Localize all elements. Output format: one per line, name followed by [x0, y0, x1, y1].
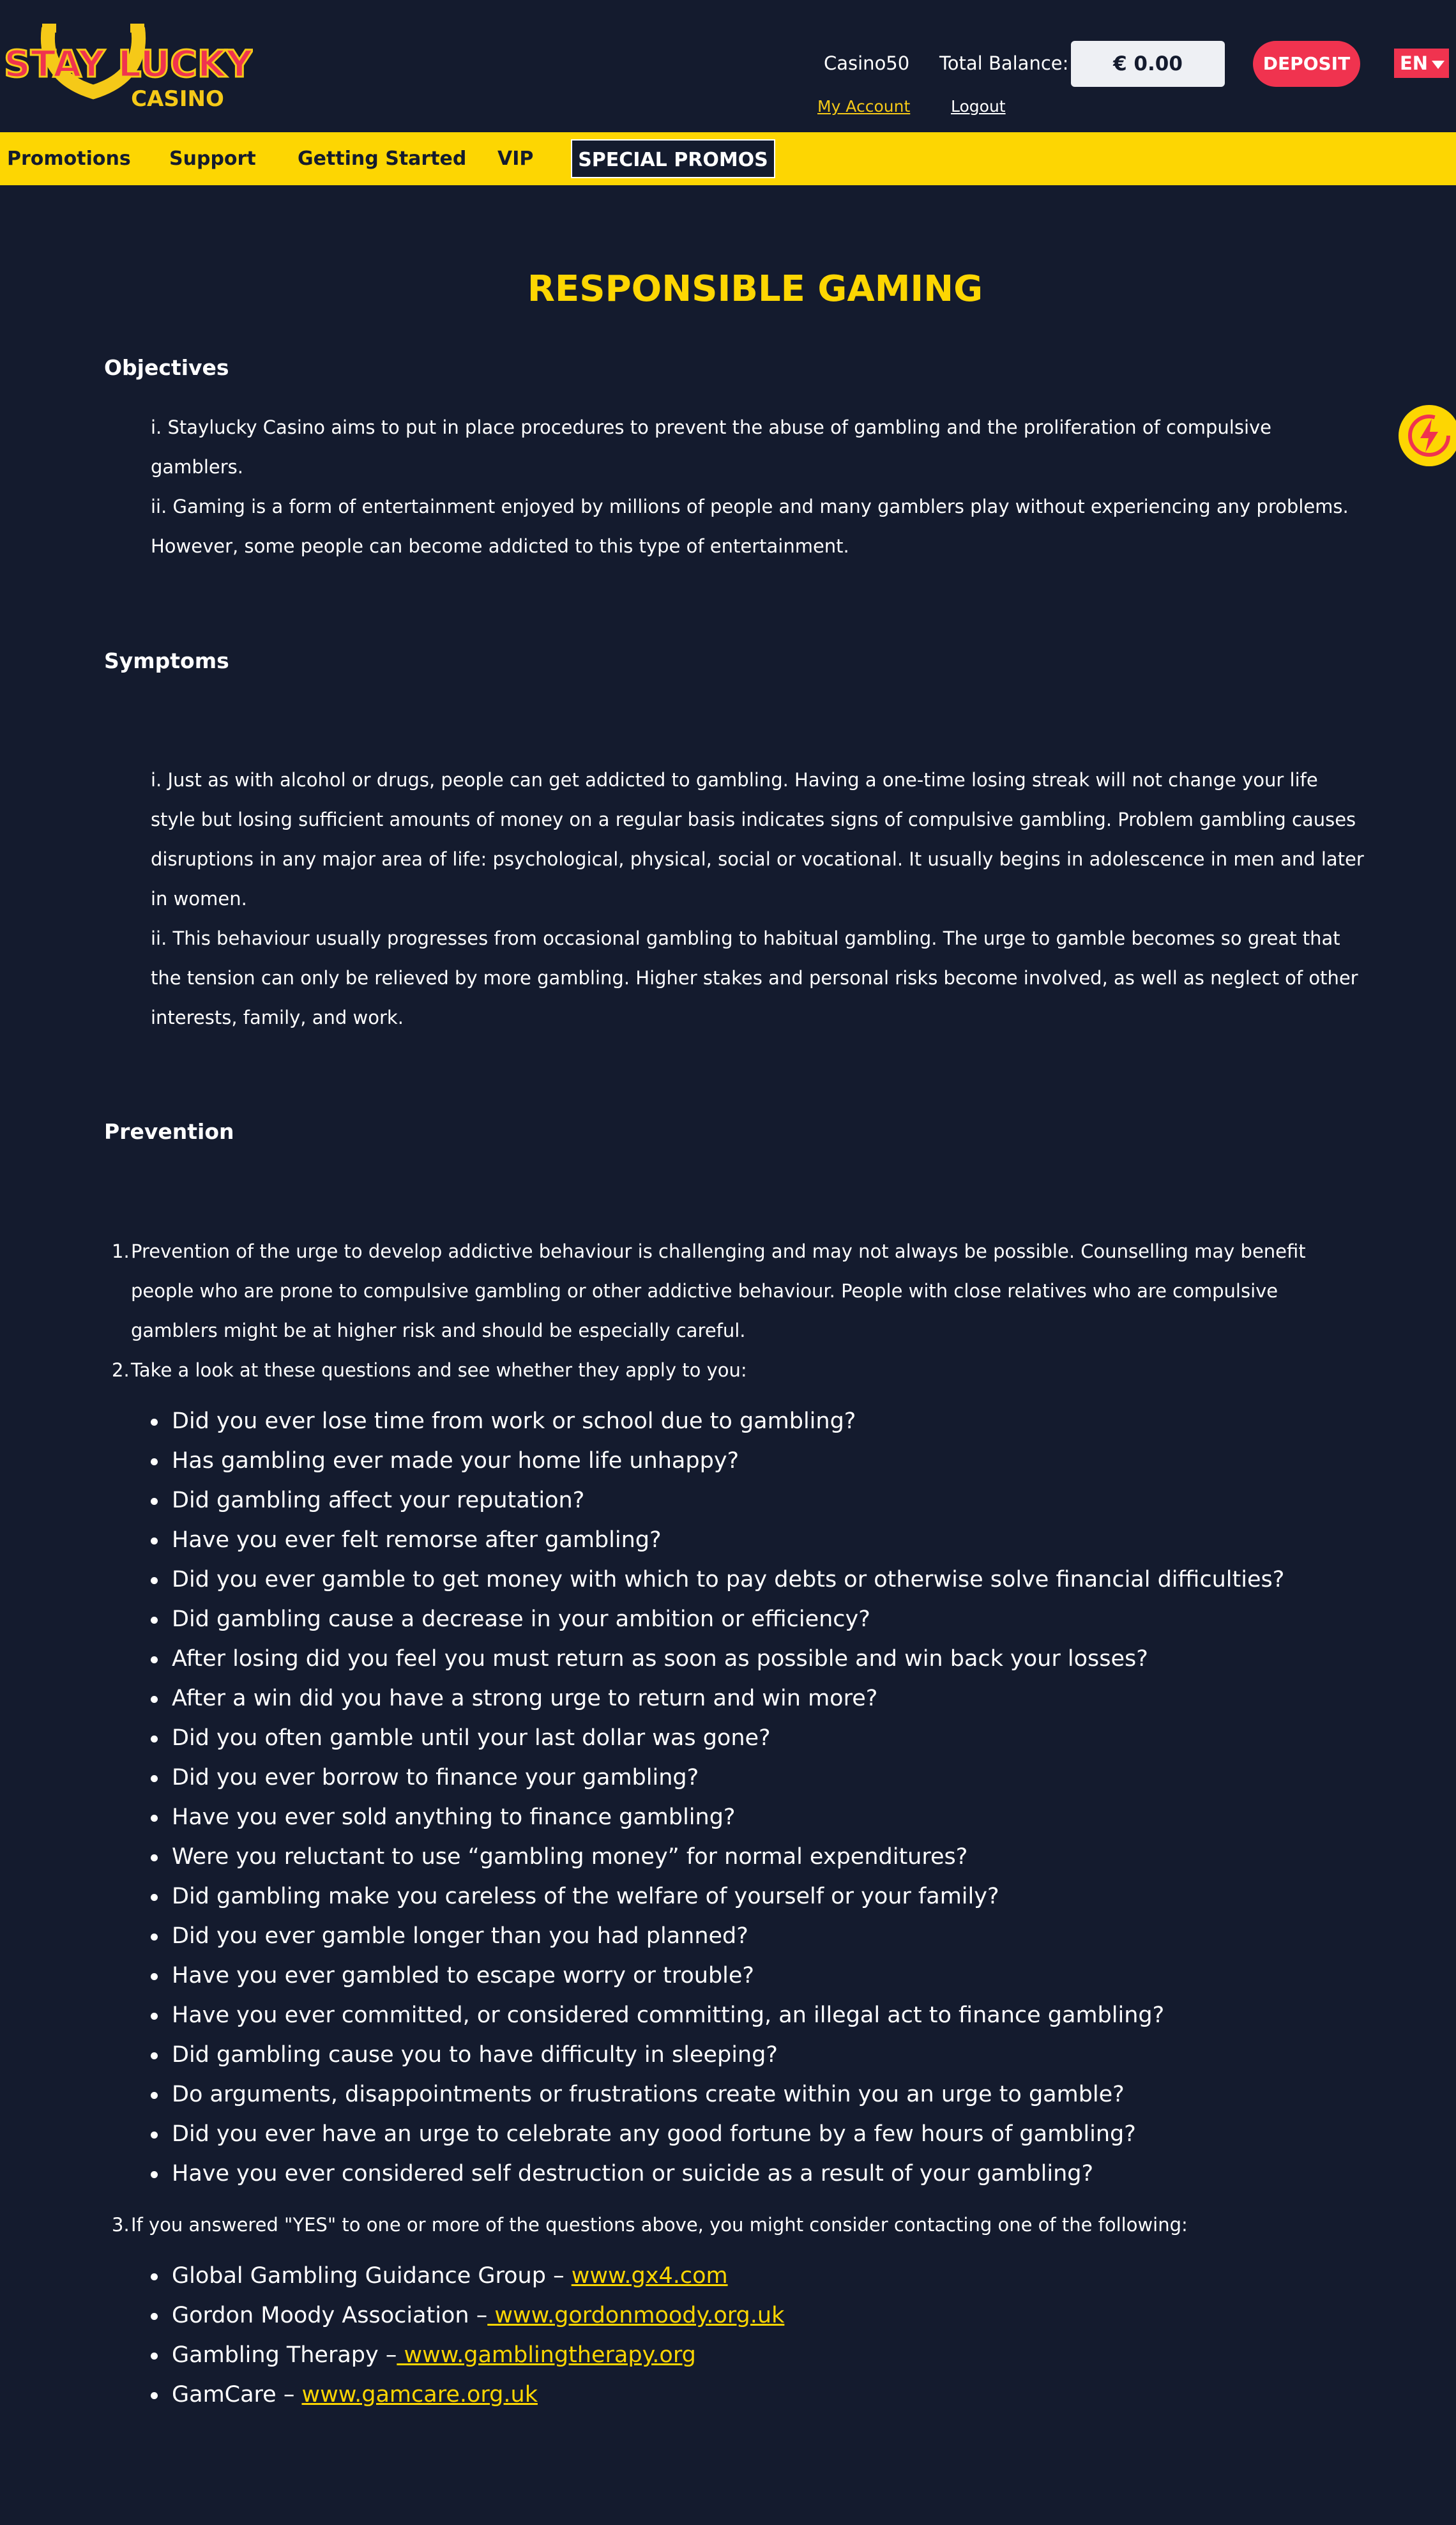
questions-list [104, 1401, 1349, 2193]
question-text: Do arguments, disappointments or frustrations create within you an urge to gamble? [172, 2082, 1125, 2107]
bullet-icon [151, 1419, 158, 1426]
question-text: Did gambling cause you to have difficulty in sleeping? [172, 2042, 778, 2068]
logout-link[interactable]: Logout [951, 97, 1006, 116]
question-text: Did gambling cause a decrease in your ambition or efficiency? [172, 1606, 870, 1632]
contact-link[interactable]: www.gamcare.org.uk [301, 2382, 538, 2407]
question-text: Have you ever gambled to escape worry or trouble? [172, 1963, 754, 1988]
question-item [151, 1639, 1349, 1679]
bullet-icon [151, 1577, 158, 1584]
bullet-icon [151, 1973, 158, 1980]
question-text: After a win did you have a strong urge to return and win more? [172, 1686, 878, 1711]
deposit-button[interactable]: DEPOSIT [1253, 41, 1360, 87]
question-item [151, 1718, 1349, 1758]
bullet-icon [151, 1735, 158, 1743]
question-text: Did you ever borrow to finance your gambling? [172, 1765, 699, 1790]
nav-item-support[interactable]: Support [169, 148, 256, 170]
bullet-icon [151, 2273, 158, 2280]
bullet-icon [151, 2092, 158, 2099]
question-text: Did gambling affect your reputation? [172, 1488, 585, 1513]
question-item [151, 1599, 1349, 1639]
bullet-icon [151, 2313, 158, 2320]
objectives-paragraph-2: ii. Gaming is a form of entertainment enjoyed by millions of people and many gamblers play without experiencing any problems. However, some people can become addicted to this type of entertainment. [151, 496, 1349, 557]
contact-item [151, 2256, 1349, 2296]
objectives-heading: Objectives [104, 355, 229, 380]
nav-item-getting-started[interactable]: Getting Started [298, 148, 467, 170]
spacer [104, 2193, 1349, 2205]
prevention-list [104, 1232, 1349, 2414]
contacts-list [104, 2256, 1349, 2414]
caret-down-icon [1432, 61, 1445, 69]
username: Casino50 [824, 52, 910, 74]
bullet-icon [151, 1894, 158, 1901]
site-header [0, 0, 1456, 132]
contact-link[interactable]: www.gx4.com [571, 2263, 728, 2289]
main-nav [0, 132, 1456, 185]
bullet-icon [151, 1458, 158, 1465]
bullet-icon [151, 2132, 158, 2139]
spacer [104, 2245, 1349, 2256]
nav-item-promotions[interactable]: Promotions [7, 148, 131, 170]
contact-name: Global Gambling Guidance Group – [172, 2263, 572, 2289]
question-text: Have you ever felt remorse after gambling? [172, 1527, 662, 1553]
list-number: 1. [112, 1240, 130, 1262]
question-item [151, 1560, 1349, 1599]
stay-lucky-logo[interactable] [4, 15, 253, 118]
logo-text-bottom: CASINO [131, 86, 224, 112]
logo-wordmark [4, 42, 253, 112]
bullet-icon [151, 1854, 158, 1861]
list-number: 2. [112, 1359, 130, 1381]
nav-item-special-promos[interactable]: SPECIAL PROMOS [571, 139, 775, 178]
question-item [151, 1956, 1349, 1995]
objectives-text [151, 408, 1364, 566]
contact-link[interactable]: www.gamblingtherapy.org [397, 2342, 696, 2368]
question-text: Did gambling make you careless of the welfare of yourself or your family? [172, 1884, 999, 1909]
contact-link[interactable]: www.gordonmoody.org.uk [487, 2303, 785, 2328]
question-text: Has gambling ever made your home life unhappy? [172, 1448, 739, 1474]
bullet-icon [151, 2392, 158, 2399]
symptoms-heading: Symptoms [104, 648, 229, 673]
bullet-icon [151, 1537, 158, 1545]
prevention-heading: Prevention [104, 1119, 234, 1144]
bullet-icon [151, 1696, 158, 1703]
prevention-item-1 [104, 1232, 1349, 1350]
logo-text-top: STAY LUCKY [4, 42, 253, 86]
bullet-icon [151, 2171, 158, 2178]
contact-item [151, 2375, 1349, 2414]
lightning-bolt-icon[interactable] [1399, 405, 1456, 466]
question-item [151, 1758, 1349, 1797]
balance-label: Total Balance: [939, 52, 1069, 74]
bullet-icon [151, 1934, 158, 1941]
question-item [151, 1995, 1349, 2035]
question-text: Did you ever lose time from work or school due to gambling? [172, 1408, 856, 1434]
symptoms-paragraph-2: ii. This behaviour usually progresses from occasional gambling to habitual gambling. The urge to gamble becomes so great that the tension can only be relieved by more gambling. Higher stakes and personal risks become involved, as well as neglect of other interests, family, and work. [151, 927, 1358, 1028]
page-title: RESPONSIBLE GAMING [527, 268, 983, 310]
contact-item [151, 2296, 1349, 2335]
question-item [151, 1916, 1349, 1956]
question-text: Have you ever committed, or considered committing, an illegal act to finance gambling? [172, 2002, 1165, 2028]
bullet-icon [151, 1775, 158, 1782]
prevention-item-3-text: If you answered "YES" to one or more of the questions above, you might consider contacting one of the following: [131, 2214, 1188, 2236]
spacer [104, 1390, 1349, 1401]
language-label: EN [1400, 52, 1429, 74]
bullet-icon [151, 1656, 158, 1663]
question-text: Did you ever gamble to get money with which to pay debts or otherwise solve financial difficulties? [172, 1567, 1285, 1592]
language-selector[interactable] [1394, 49, 1449, 78]
question-item [151, 1837, 1349, 1877]
balance-value: € 0.00 [1071, 41, 1225, 87]
question-text: Did you ever have an urge to celebrate any good fortune by a few hours of gambling? [172, 2121, 1136, 2147]
contact-item [151, 2335, 1349, 2375]
contact-name: Gordon Moody Association – [172, 2303, 488, 2328]
list-number: 3. [112, 2214, 130, 2236]
question-text: Have you ever sold anything to finance gambling? [172, 1804, 736, 1830]
question-text: Have you ever considered self destruction or suicide as a result of your gambling? [172, 2161, 1094, 2186]
question-item [151, 1401, 1349, 1441]
bullet-icon [151, 2052, 158, 2059]
question-item [151, 2035, 1349, 2075]
symptoms-paragraph-1: i. Just as with alcohol or drugs, people can get addicted to gambling. Having a one-time losing streak will not change your life style but losing sufficient amounts of money on a regular basis indicates signs of compulsive gambling. Problem gambling causes disruptions in any major area of life: psychological, physical, social or vocational. It usually begins in adolescence in men and later in women. [151, 769, 1364, 910]
bullet-icon [151, 1815, 158, 1822]
question-item [151, 2075, 1349, 2114]
my-account-link[interactable]: My Account [817, 97, 911, 116]
prevention-item-2 [104, 1350, 1349, 1390]
prevention-item-1-text: Prevention of the urge to develop addictive behaviour is challenging and may not always be possible. Counselling may benefit people who are prone to compulsive gambling or other addictive behaviour. People with close relatives who are compulsive gamblers might be at higher risk and should be especially careful. [131, 1240, 1306, 1341]
question-text: Did you ever gamble longer than you had planned? [172, 1923, 748, 1949]
bullet-icon [151, 1617, 158, 1624]
bullet-icon [151, 2353, 158, 2360]
question-item [151, 1877, 1349, 1916]
bullet-icon [151, 1498, 158, 1505]
symptoms-text [151, 760, 1364, 1037]
question-text: Were you reluctant to use “gambling money” for normal expenditures? [172, 1844, 968, 1870]
question-item [151, 1481, 1349, 1520]
bullet-icon [151, 2013, 158, 2020]
question-item [151, 1679, 1349, 1718]
nav-item-vip[interactable]: VIP [497, 148, 534, 170]
question-item [151, 1441, 1349, 1481]
objectives-paragraph-1: i. Staylucky Casino aims to put in place procedures to prevent the abuse of gambling and the proliferation of compulsive gamblers. [151, 416, 1272, 478]
contact-name: GamCare – [172, 2382, 302, 2407]
question-item [151, 2154, 1349, 2193]
lightning-bolt-svg [1399, 405, 1456, 466]
question-text: After losing did you feel you must return as soon as possible and win back your losses? [172, 1646, 1148, 1672]
prevention-item-2-text: Take a look at these questions and see whether they apply to you: [131, 1359, 747, 1381]
prevention-item-3 [104, 2205, 1349, 2245]
question-item [151, 1520, 1349, 1560]
question-text: Did you often gamble until your last dollar was gone? [172, 1725, 771, 1751]
question-item [151, 2114, 1349, 2154]
contact-name: Gambling Therapy – [172, 2342, 397, 2368]
question-item [151, 1797, 1349, 1837]
